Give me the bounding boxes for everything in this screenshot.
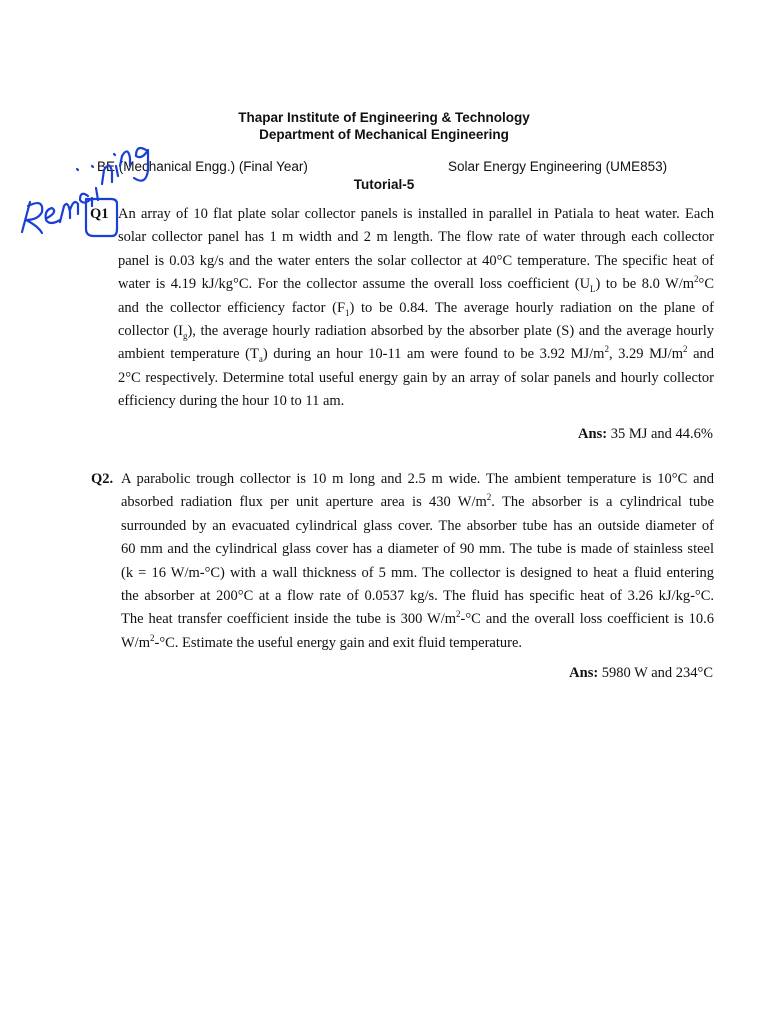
q1-answer-label: Ans: bbox=[578, 426, 608, 442]
q1-answer bbox=[578, 424, 713, 444]
q1-line: and the collector efficiency factor $(F_1)$ to be 0.84. The average hourly radiation on the plane of bbox=[118, 299, 714, 318]
q2-line: absorbed radiation flux per unit aperture area is 430 $W/m^2$. The absorber is a cylindrical tube bbox=[121, 492, 714, 511]
q2-answer-value: 5980 W and 234°C bbox=[601, 665, 713, 681]
q1-answer-value: 35 MJ and 44.6% bbox=[610, 426, 713, 442]
q2-answer bbox=[569, 663, 713, 683]
q2-number: Q2. bbox=[91, 471, 114, 487]
q2-line: $W/m^2-^\circ C$. Estimate the useful energy gain and exit fluid temperature. bbox=[121, 633, 523, 651]
q1-line: An array of 10 flat plate solar collector panels is installed in parallel in Patiala to heat water. Each bbox=[118, 206, 714, 222]
q2-line: the absorber at 200°C at a flow rate of 0.0537 kg/s. The fluid has specific heat of 3.26 kJ/kg-°C. bbox=[121, 588, 714, 605]
q1-line: 2°C respectively. Determine total useful energy gain by an array of solar panels and hourly collector bbox=[118, 369, 714, 386]
q1-line: solar collector panel has 1 m width and 2 m length. The flow rate of water through each collector bbox=[118, 229, 714, 246]
q1-number: Q1 bbox=[90, 206, 109, 222]
program-label: BE (Mechanical Engg.) (Final Year) bbox=[97, 159, 308, 174]
course-label: Solar Energy Engineering (UME853) bbox=[448, 159, 668, 174]
q2-line: surrounded by an evacuated cylindrical glass cover. The absorber tube has an outside diameter of bbox=[121, 517, 714, 534]
q2-text bbox=[121, 468, 714, 655]
department-title: Department of Mechanical Engineering bbox=[259, 127, 509, 142]
q1-text bbox=[118, 203, 714, 414]
q2-line: (k = 16 W/m-°C) with a wall thickness of 5 mm. The collector is designed to heat a fluid entering bbox=[121, 564, 714, 581]
institute-title: Thapar Institute of Engineering & Technology bbox=[238, 110, 530, 125]
q1-line: collector $(I_g)$, the average hourly radiation absorbed by the absorber plate (S) and the average hourly bbox=[118, 323, 714, 341]
q1-line: water is 4.19 kJ/kg°C. For the collector assume the overall loss coefficient $(U_L)$ to be 8.0 $W/m^2^\circ C$ bbox=[118, 274, 714, 295]
q2-answer-label: Ans: bbox=[569, 665, 599, 681]
q2-line: A parabolic trough collector is 10 m long and 2.5 m wide. The ambient temperature is 10°C and bbox=[121, 471, 714, 487]
q1-line: panel is 0.03 kg/s and the water enters the solar collector at 40°C temperature. The specific heat of bbox=[118, 252, 714, 269]
q1-line: efficiency during the hour 10 to 11 am. bbox=[118, 393, 345, 410]
q1-line: ambient temperature $(T_a)$ during an hour 10-11 am were found to be 3.92 $MJ/m^2$, 3.29 $MJ/m^2$ and bbox=[118, 344, 715, 365]
tutorial-title: Tutorial-5 bbox=[353, 177, 415, 192]
q2-line: 60 mm and the cylindrical glass cover has a diameter of 90 mm. The tube is made of stainless steel bbox=[121, 541, 714, 558]
q2-line: The heat transfer coefficient inside the tube is 300 $W/m^2-^\circ C$ and the overall loss coefficient is 10.6 bbox=[121, 609, 714, 628]
